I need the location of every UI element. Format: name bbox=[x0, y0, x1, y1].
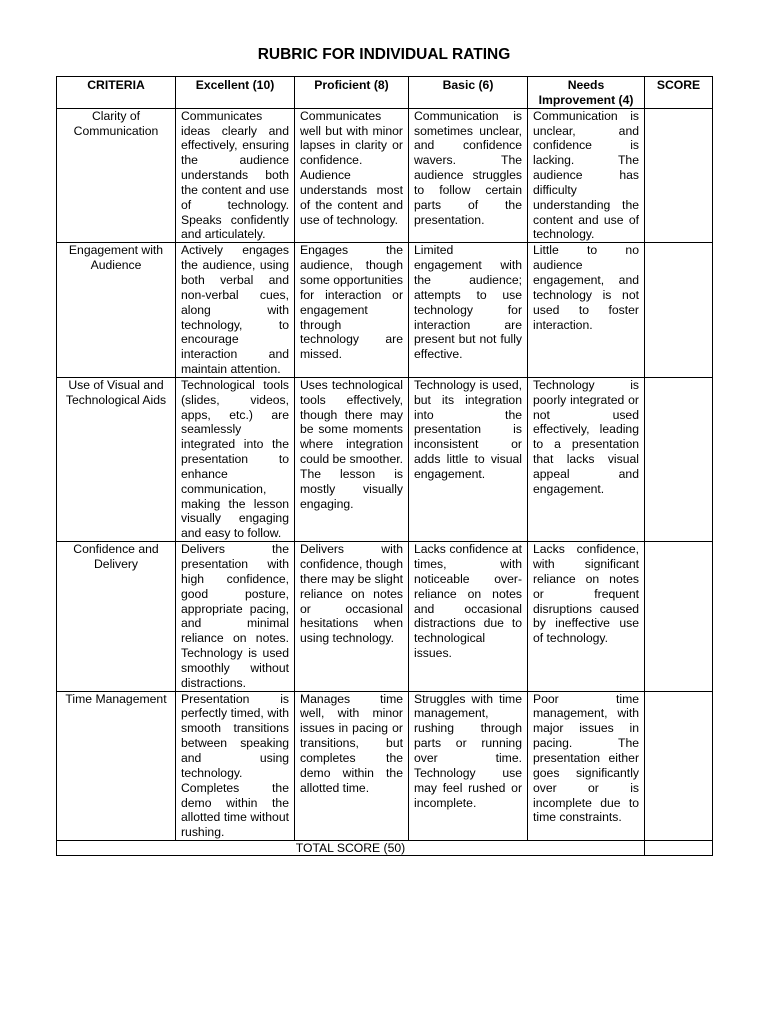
score-cell[interactable] bbox=[645, 377, 713, 541]
header-row bbox=[57, 77, 713, 109]
criteria-cell: Time Management bbox=[57, 691, 176, 840]
score-cell[interactable] bbox=[645, 108, 713, 243]
excellent-cell: Actively engages the audience, using both verbal and non-verbal cues, along with technology, to encourage interaction and maintain attention. bbox=[176, 243, 295, 378]
basic-cell: Communication is sometimes unclear, and confidence wavers. The audience struggles to follow certain parts of the presentation. bbox=[409, 108, 528, 243]
proficient-cell: Communicates well but with minor lapses in clarity or confidence. Audience understands most of the content and use of technology. bbox=[295, 108, 409, 243]
needs-improvement-cell: Lacks confidence, with significant reliance on notes or frequent disruptions caused by ineffective use of technology. bbox=[528, 542, 645, 691]
criteria-cell: Clarity of Communication bbox=[57, 108, 176, 243]
needs-improvement-cell: Poor time management, with major issues in pacing. The presentation either goes significantly over or is incomplete due to time constraints. bbox=[528, 691, 645, 840]
header-needs-improvement: Needs Improvement (4) bbox=[528, 77, 645, 109]
table-row bbox=[57, 377, 713, 541]
criteria-cell: Confidence and Delivery bbox=[57, 542, 176, 691]
rubric-table bbox=[56, 76, 713, 856]
score-cell[interactable] bbox=[645, 542, 713, 691]
total-row bbox=[57, 841, 713, 856]
needs-improvement-cell: Little to no audience engagement, and technology is not used to foster interaction. bbox=[528, 243, 645, 378]
basic-cell: Lacks confidence at times, with noticeable over-reliance on notes and occasional distractions due to technological issues. bbox=[409, 542, 528, 691]
proficient-cell: Manages time well, with minor issues in pacing or transitions, but completes the demo within the allotted time. bbox=[295, 691, 409, 840]
basic-cell: Technology is used, but its integration into the presentation is inconsistent or adds little to visual engagement. bbox=[409, 377, 528, 541]
table-row bbox=[57, 243, 713, 378]
table-row bbox=[57, 542, 713, 691]
total-score-label: TOTAL SCORE (50) bbox=[57, 841, 645, 856]
excellent-cell: Delivers the presentation with high confidence, good posture, appropriate pacing, and minimal reliance on notes. Technology is used smoothly without distractions. bbox=[176, 542, 295, 691]
needs-improvement-cell: Technology is poorly integrated or not used effectively, leading to a presentation that lacks visual appeal and engagement. bbox=[528, 377, 645, 541]
total-score-cell[interactable] bbox=[645, 841, 713, 856]
score-cell[interactable] bbox=[645, 691, 713, 840]
header-criteria: CRITERIA bbox=[57, 77, 176, 109]
basic-cell: Struggles with time management, rushing through parts or running over time. Technology use may feel rushed or incomplete. bbox=[409, 691, 528, 840]
needs-improvement-cell: Communication is unclear, and confidence is lacking. The audience has difficulty understanding the content and use of technology. bbox=[528, 108, 645, 243]
proficient-cell: Delivers with confidence, though there may be slight reliance on notes or occasional hesitations when using technology. bbox=[295, 542, 409, 691]
document-title: RUBRIC FOR INDIVIDUAL RATING bbox=[257, 46, 511, 63]
proficient-cell: Engages the audience, though some opportunities for interaction or engagement through technology are missed. bbox=[295, 243, 409, 378]
table-row bbox=[57, 691, 713, 840]
criteria-cell: Use of Visual and Technological Aids bbox=[57, 377, 176, 541]
header-excellent: Excellent (10) bbox=[176, 77, 295, 109]
criteria-cell: Engagement with Audience bbox=[57, 243, 176, 378]
proficient-cell: Uses technological tools effectively, though there may be some moments where integration could be smoother. The lesson is mostly visually engaging. bbox=[295, 377, 409, 541]
header-basic: Basic (6) bbox=[409, 77, 528, 109]
header-score: SCORE bbox=[645, 77, 713, 109]
score-cell[interactable] bbox=[645, 243, 713, 378]
excellent-cell: Technological tools (slides, videos, apps, etc.) are seamlessly integrated into the presentation to enhance communication, making the lesson visually engaging and easy to follow. bbox=[176, 377, 295, 541]
excellent-cell: Presentation is perfectly timed, with smooth transitions between speaking and using technology. Completes the demo within the allotted time without rushing. bbox=[176, 691, 295, 840]
basic-cell: Limited engagement with the audience; attempts to use technology for interaction are present but not fully effective. bbox=[409, 243, 528, 378]
header-proficient: Proficient (8) bbox=[295, 77, 409, 109]
table-row bbox=[57, 108, 713, 243]
excellent-cell: Communicates ideas clearly and effectively, ensuring the audience understands both the content and use of technology. Speaks confidently and articulately. bbox=[176, 108, 295, 243]
